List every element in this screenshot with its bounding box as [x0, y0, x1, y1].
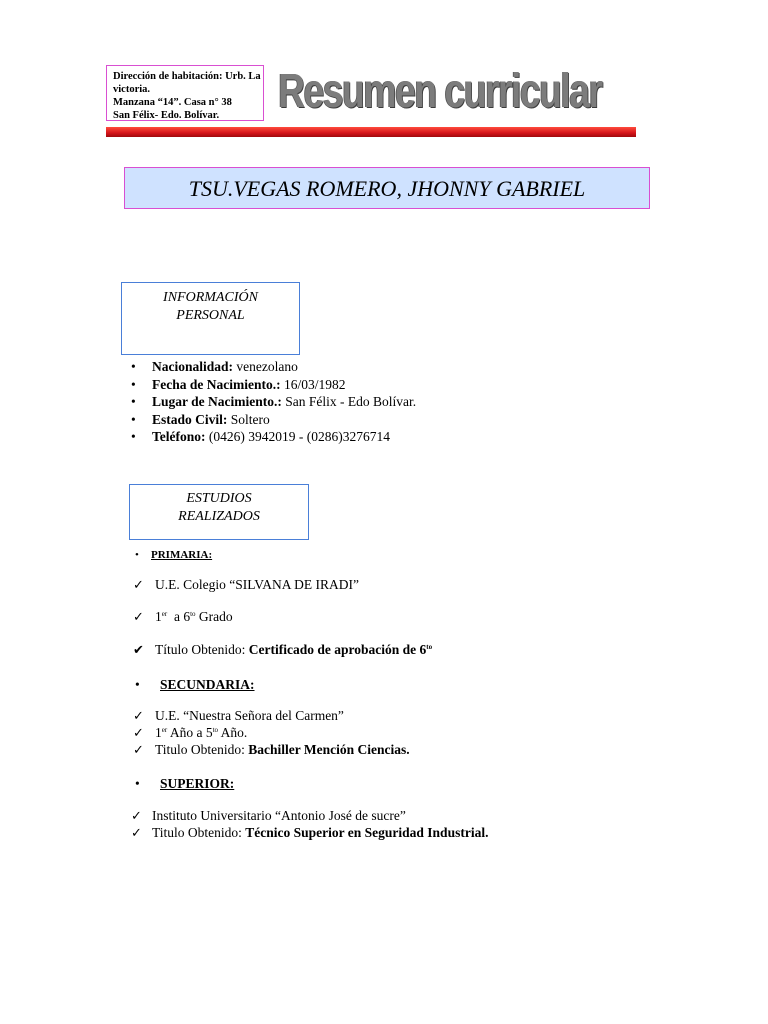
primary-degree-sup: to [426, 643, 433, 651]
item-value: (0426) 3942019 - (0286)3276714 [205, 429, 390, 444]
address-line-4: San Félix- Edo. Bolívar. [113, 110, 220, 121]
address-box [106, 65, 264, 121]
check-icon: ✔ [133, 643, 144, 658]
name-banner: TSU.VEGAS ROMERO, JHONNY GABRIEL [124, 167, 650, 209]
personal-info-list [131, 358, 416, 446]
item-value: 16/03/1982 [280, 376, 346, 392]
higher-school: Instituto Universitario “Antonio José de sucre” [152, 808, 406, 823]
address-line-2: victoria. [113, 84, 151, 95]
secondary-school: U.E. “Nuestra Señora del Carmen” [155, 708, 344, 723]
personal-info-heading [121, 282, 300, 355]
year-mid: Año a 5 [167, 725, 213, 740]
bullet-icon: • [135, 677, 140, 692]
bullet-icon: • [131, 394, 136, 409]
personal-heading-line-2: PERSONAL [176, 308, 245, 323]
higher-school-row [131, 808, 406, 824]
year-start-sup: er [161, 726, 168, 734]
item-label: Teléfono: [152, 429, 206, 444]
list-item [131, 358, 416, 376]
higher-label-row [135, 776, 234, 792]
item-label: Estado Civil: [152, 411, 228, 427]
higher-degree-row [131, 825, 488, 841]
secondary-years-row [133, 725, 247, 741]
check-icon: ✓ [133, 610, 144, 625]
higher-label: SUPERIOR: [160, 776, 235, 791]
higher-degree-value: Técnico Superior en Seguridad Industrial. [245, 825, 489, 840]
list-item [131, 393, 416, 411]
item-label: Lugar de Nacimiento.: [152, 394, 282, 409]
grade-end: Grado [195, 609, 233, 624]
higher-degree-label: Titulo Obtenido: [152, 825, 246, 840]
primary-label: PRIMARIA: [151, 549, 213, 561]
secondary-label-row [135, 677, 255, 693]
primary-label-row [135, 549, 212, 561]
bullet-icon: • [131, 411, 136, 427]
bullet-icon: • [131, 359, 136, 374]
secondary-school-row [133, 708, 344, 724]
grade-end-sup: to [190, 610, 196, 618]
primary-degree-value: Certificado de aprobación de 6 [248, 642, 427, 657]
studies-heading-line-1: ESTUDIOS [186, 491, 252, 506]
bullet-icon: • [135, 549, 139, 561]
item-value: San Félix - Edo Bolívar. [281, 394, 417, 409]
primary-grade-row [133, 609, 233, 625]
list-item [131, 428, 416, 446]
grade-start: 1 [155, 609, 162, 624]
list-item [131, 376, 416, 394]
primary-degree-row [133, 642, 432, 658]
secondary-degree-label: Titulo Obtenido: [155, 742, 249, 757]
check-icon: ✓ [131, 809, 142, 824]
title-rule [106, 127, 636, 137]
personal-heading-line-1: INFORMACIÓN [163, 290, 258, 305]
list-item [131, 411, 416, 429]
check-icon: ✓ [133, 578, 144, 593]
item-value: venezolano [233, 359, 298, 374]
primary-school-row [133, 577, 359, 593]
studies-heading [129, 484, 309, 540]
primary-degree-label: Título Obtenido: [155, 642, 249, 657]
address-line-1: Dirección de habitación: Urb. La [113, 71, 261, 82]
year-end-sup: to [212, 726, 219, 734]
bullet-icon: • [131, 429, 136, 444]
check-icon: ✓ [131, 826, 142, 841]
studies-heading-line-2: REALIZADOS [178, 509, 260, 524]
grade-mid: a 6 [167, 609, 191, 624]
primary-school: U.E. Colegio “SILVANA DE IRADI” [155, 577, 359, 592]
item-value: Soltero [227, 411, 270, 427]
check-icon: ✓ [133, 726, 144, 741]
check-icon: ✓ [133, 743, 144, 758]
year-end: Año. [218, 725, 248, 740]
secondary-degree-row [133, 742, 410, 758]
year-start: 1 [155, 725, 162, 740]
check-icon: ✓ [133, 709, 144, 724]
item-label: Nacionalidad: [152, 359, 234, 374]
item-label: Fecha de Nacimiento.: [152, 376, 281, 392]
document-title: Resumen curricular [278, 65, 602, 118]
address-line-3: Manzana “14”. Casa n° 38 [113, 97, 232, 108]
grade-start-sup: er [161, 610, 168, 618]
secondary-degree-value: Bachiller Mención Ciencias. [248, 742, 410, 757]
bullet-icon: • [135, 776, 140, 791]
bullet-icon: • [131, 376, 136, 392]
secondary-label: SECUNDARIA: [160, 677, 255, 692]
